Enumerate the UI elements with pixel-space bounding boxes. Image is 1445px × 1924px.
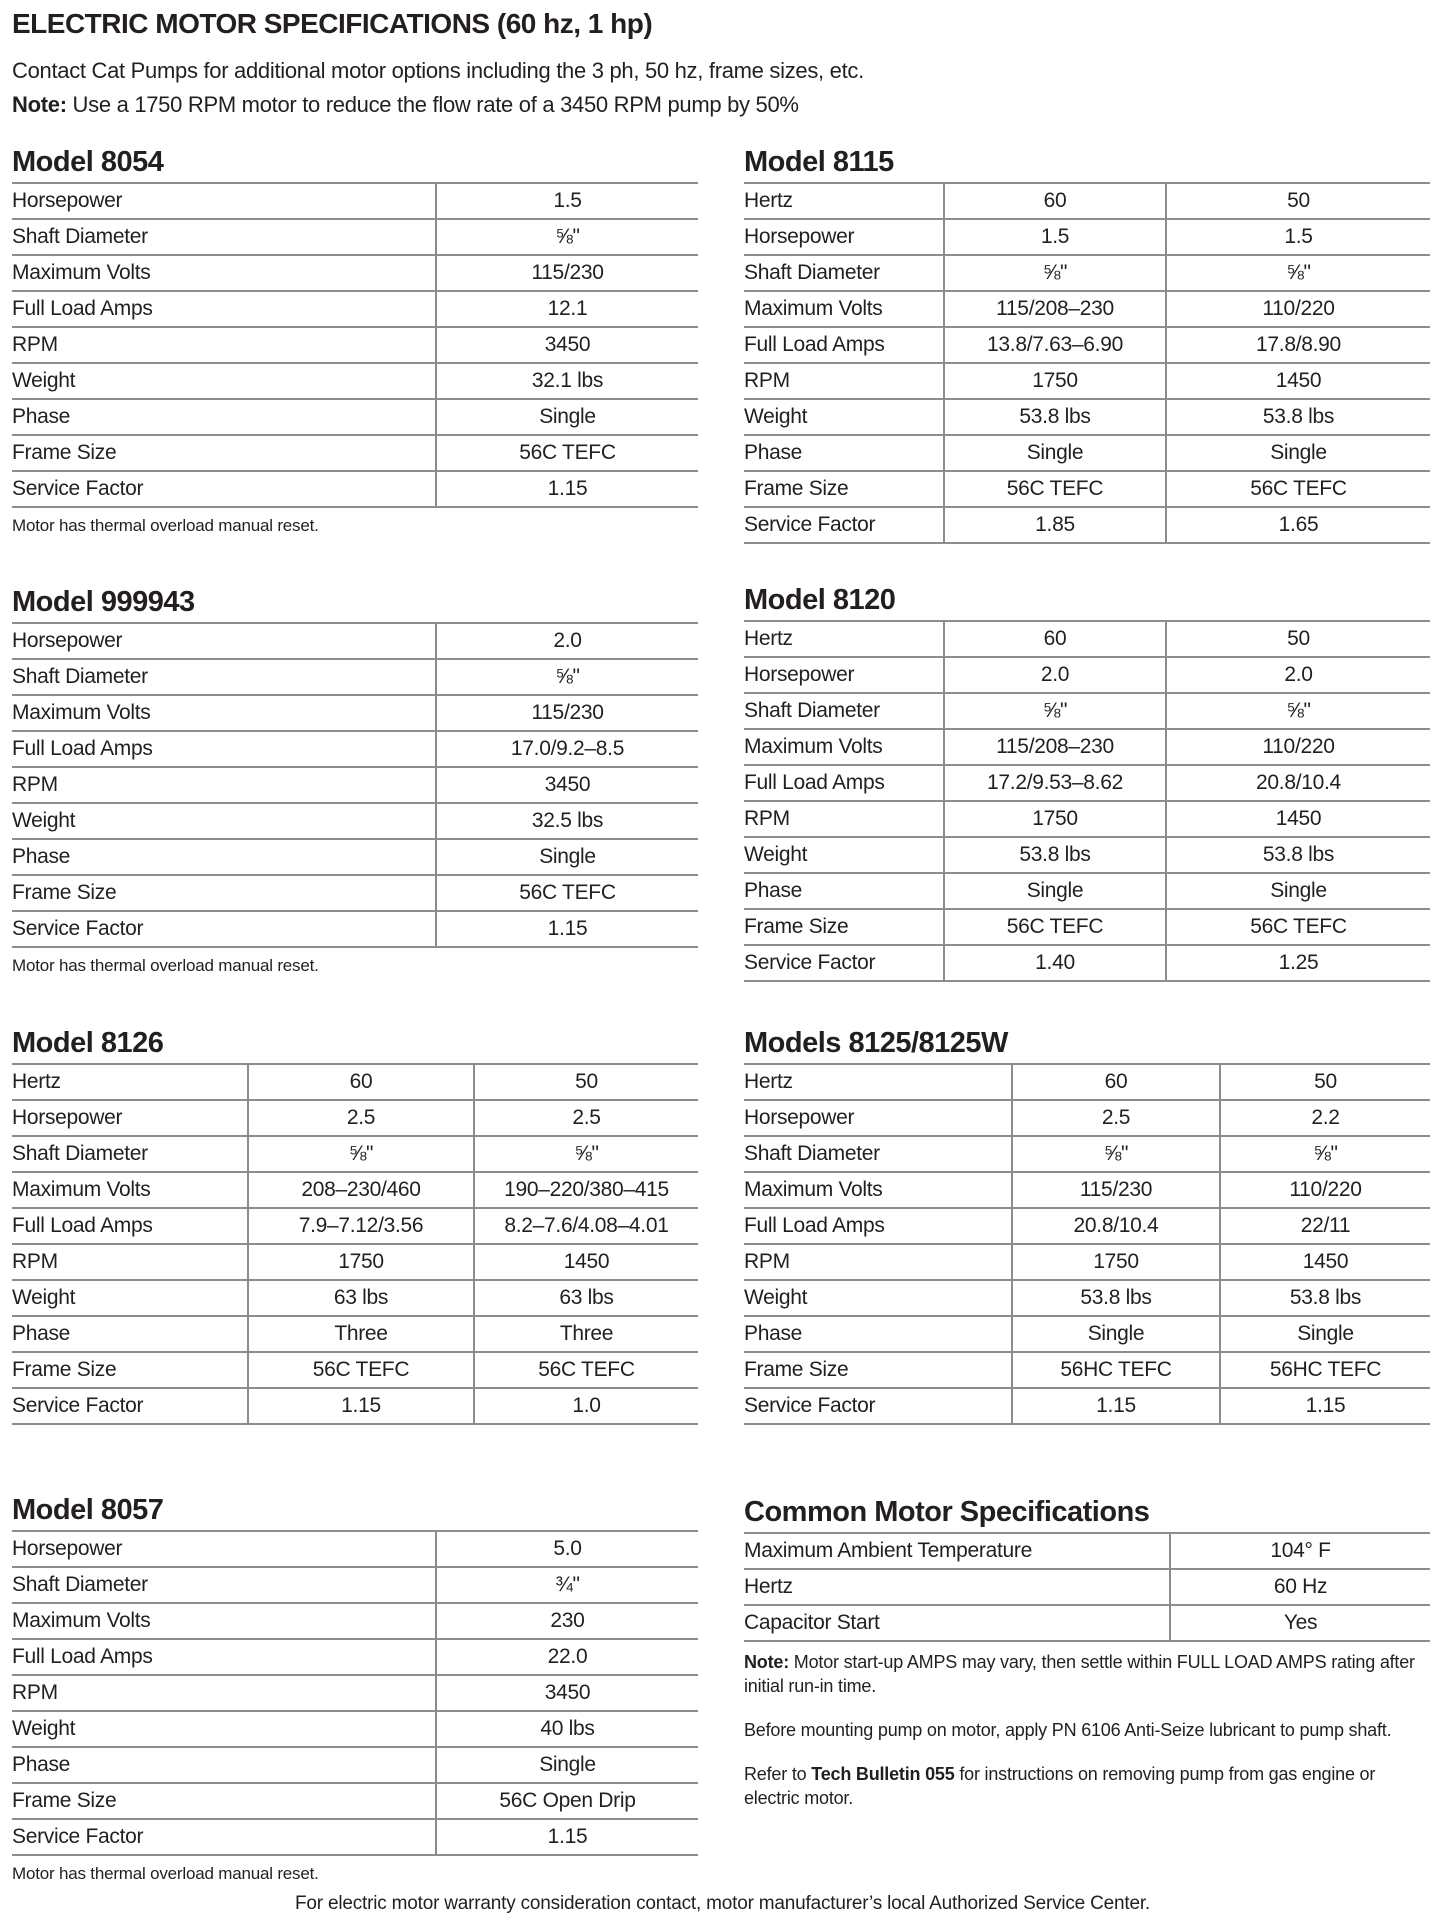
spec-label: Hertz — [744, 621, 944, 657]
spec-row — [744, 255, 1430, 291]
spec-value: 1750 — [944, 801, 1166, 837]
refer-post: for instructions on removing pump from gas engine or electric motor. — [744, 1764, 1376, 1808]
spec-value: Three — [474, 1316, 698, 1352]
note-label: Note: — [744, 1652, 789, 1672]
spec-value: Yes — [1170, 1605, 1430, 1641]
spec-row — [12, 1280, 698, 1316]
spec-value: ⅝" — [1012, 1136, 1220, 1172]
spec-label: Frame Size — [744, 471, 944, 507]
spec-value: 56HC TEFC — [1012, 1352, 1220, 1388]
spec-value: 1.15 — [1220, 1388, 1430, 1424]
spec-label: Full Load Amps — [12, 1208, 248, 1244]
spec-value: 2.5 — [474, 1100, 698, 1136]
spec-label: Phase — [12, 1316, 248, 1352]
spec-row — [744, 1172, 1430, 1208]
spec-row — [744, 399, 1430, 435]
spec-value: 1750 — [1012, 1244, 1220, 1280]
spec-value: 12.1 — [436, 291, 698, 327]
spec-value: 56HC TEFC — [1220, 1352, 1430, 1388]
spec-label: Shaft Diameter — [12, 1567, 436, 1603]
model-title: Model 8057 — [12, 1494, 164, 1526]
spec-value: Single — [1012, 1316, 1220, 1352]
spec-row — [744, 1605, 1430, 1641]
spec-value: 2.2 — [1220, 1100, 1430, 1136]
spec-label: Maximum Volts — [744, 291, 944, 327]
spec-row — [12, 659, 698, 695]
spec-value: 50 — [474, 1064, 698, 1100]
spec-value: 56C TEFC — [248, 1352, 474, 1388]
spec-value: 110/220 — [1166, 729, 1430, 765]
spec-value: 56C TEFC — [944, 471, 1166, 507]
spec-value: ⅝" — [436, 219, 698, 255]
spec-label: Service Factor — [744, 945, 944, 981]
spec-label: Full Load Amps — [12, 1639, 436, 1675]
spec-label: Hertz — [744, 1064, 1012, 1100]
spec-row — [12, 399, 698, 435]
spec-label: Service Factor — [12, 471, 436, 507]
spec-row — [12, 875, 698, 911]
spec-label: Shaft Diameter — [744, 693, 944, 729]
spec-value: 40 lbs — [436, 1711, 698, 1747]
spec-value: 56C TEFC — [944, 909, 1166, 945]
spec-row — [12, 255, 698, 291]
spec-label: Maximum Volts — [744, 729, 944, 765]
spec-value: ¾" — [436, 1567, 698, 1603]
spec-label: Horsepower — [744, 657, 944, 693]
spec-label: Horsepower — [12, 1100, 248, 1136]
spec-row — [12, 911, 698, 947]
spec-value: 1.15 — [436, 1819, 698, 1855]
startup-amps-note — [744, 1650, 1430, 1698]
spec-label: Shaft Diameter — [744, 1136, 1012, 1172]
spec-row — [744, 909, 1430, 945]
spec-label: Weight — [12, 363, 436, 399]
spec-value: 22/11 — [1220, 1208, 1430, 1244]
spec-value: ⅝" — [944, 693, 1166, 729]
spec-value: 115/230 — [1012, 1172, 1220, 1208]
note-text: Motor start-up AMPS may vary, then settle within FULL LOAD AMPS rating after initial run-in time. — [744, 1652, 1415, 1696]
spec-value: 1.15 — [248, 1388, 474, 1424]
spec-row — [12, 1316, 698, 1352]
spec-row — [744, 1352, 1430, 1388]
spec-row — [744, 327, 1430, 363]
spec-row — [12, 767, 698, 803]
model-title: Model 8120 — [744, 584, 896, 616]
spec-value: 115/208–230 — [944, 729, 1166, 765]
spec-label: RPM — [744, 801, 944, 837]
mounting-note: Before mounting pump on motor, apply PN 6106 Anti-Seize lubricant to pump shaft. — [744, 1720, 1392, 1740]
spec-value: Single — [436, 1747, 698, 1783]
spec-row — [744, 219, 1430, 255]
spec-value: 63 lbs — [248, 1280, 474, 1316]
spec-label: RPM — [12, 1244, 248, 1280]
spec-row — [744, 693, 1430, 729]
spec-row — [12, 1388, 698, 1424]
spec-label: Horsepower — [744, 219, 944, 255]
spec-value: 1750 — [248, 1244, 474, 1280]
spec-label: Horsepower — [12, 623, 436, 659]
spec-value: ⅝" — [1166, 255, 1430, 291]
spec-value: Single — [944, 873, 1166, 909]
spec-label: RPM — [12, 327, 436, 363]
spec-value: ⅝" — [1220, 1136, 1430, 1172]
spec-value: 1450 — [1220, 1244, 1430, 1280]
spec-value: 115/230 — [436, 695, 698, 731]
tech-bulletin-link[interactable]: Tech Bulletin 055 — [811, 1764, 955, 1784]
spec-label: Phase — [12, 399, 436, 435]
spec-label: Service Factor — [12, 911, 436, 947]
spec-value: 53.8 lbs — [1166, 837, 1430, 873]
spec-label: Frame Size — [744, 1352, 1012, 1388]
spec-label: Full Load Amps — [744, 327, 944, 363]
spec-label: Full Load Amps — [12, 291, 436, 327]
spec-value: 60 — [944, 183, 1166, 219]
spec-row — [12, 219, 698, 255]
spec-row — [744, 1244, 1430, 1280]
spec-label: Shaft Diameter — [12, 1136, 248, 1172]
spec-row — [744, 765, 1430, 801]
spec-row — [744, 1316, 1430, 1352]
spec-value: 20.8/10.4 — [1012, 1208, 1220, 1244]
spec-label: Full Load Amps — [744, 1208, 1012, 1244]
spec-label: Horsepower — [12, 183, 436, 219]
spec-row — [12, 1208, 698, 1244]
spec-label: Maximum Volts — [12, 1603, 436, 1639]
spec-row — [12, 183, 698, 219]
spec-row — [12, 803, 698, 839]
spec-label: Shaft Diameter — [744, 255, 944, 291]
spec-table — [12, 1530, 698, 1856]
spec-label: Phase — [12, 839, 436, 875]
spec-row — [12, 435, 698, 471]
spec-label: Maximum Ambient Temperature — [744, 1533, 1170, 1569]
spec-label: Hertz — [744, 1569, 1170, 1605]
spec-value: 1.5 — [436, 183, 698, 219]
spec-value: 50 — [1166, 183, 1430, 219]
spec-value: 1.5 — [944, 219, 1166, 255]
spec-label: RPM — [744, 363, 944, 399]
spec-row — [12, 1531, 698, 1567]
spec-row — [744, 1208, 1430, 1244]
spec-row — [12, 1783, 698, 1819]
thermal-note: Motor has thermal overload manual reset. — [12, 956, 319, 975]
spec-value: 60 Hz — [1170, 1569, 1430, 1605]
spec-value: 56C TEFC — [1166, 909, 1430, 945]
spec-value: 1450 — [1166, 801, 1430, 837]
spec-value: ⅝" — [436, 659, 698, 695]
model-title: Model 8126 — [12, 1027, 164, 1059]
spec-value: 1.0 — [474, 1388, 698, 1424]
spec-row — [12, 1675, 698, 1711]
spec-table — [744, 620, 1430, 982]
spec-value: ⅝" — [474, 1136, 698, 1172]
spec-row — [12, 1352, 698, 1388]
note-label: Note: — [12, 92, 67, 117]
spec-value: Single — [436, 399, 698, 435]
spec-value: 1.15 — [436, 911, 698, 947]
spec-row — [744, 1569, 1430, 1605]
spec-value: Single — [1166, 435, 1430, 471]
spec-value: Single — [436, 839, 698, 875]
spec-label: Maximum Volts — [12, 1172, 248, 1208]
spec-label: Weight — [744, 1280, 1012, 1316]
spec-value: Single — [944, 435, 1166, 471]
spec-value: 115/230 — [436, 255, 698, 291]
spec-row — [744, 657, 1430, 693]
intro-note — [12, 92, 799, 118]
spec-value: 7.9–7.12/3.56 — [248, 1208, 474, 1244]
spec-row — [12, 695, 698, 731]
page-title: ELECTRIC MOTOR SPECIFICATIONS (60 hz, 1 hp) — [12, 8, 653, 39]
spec-label: Service Factor — [744, 507, 944, 543]
spec-label: Weight — [744, 837, 944, 873]
spec-value: 20.8/10.4 — [1166, 765, 1430, 801]
spec-value: 208–230/460 — [248, 1172, 474, 1208]
spec-value: 1.85 — [944, 507, 1166, 543]
spec-label: RPM — [12, 767, 436, 803]
spec-value: 1.15 — [1012, 1388, 1220, 1424]
refer-pre: Refer to — [744, 1764, 812, 1784]
spec-row — [744, 291, 1430, 327]
model-8054-section — [12, 142, 698, 536]
spec-value: 56C TEFC — [474, 1352, 698, 1388]
spec-value: 13.8/7.63–6.90 — [944, 327, 1166, 363]
spec-row — [744, 801, 1430, 837]
spec-row — [12, 1711, 698, 1747]
spec-value: 60 — [944, 621, 1166, 657]
spec-value: 60 — [248, 1064, 474, 1100]
spec-row — [12, 1136, 698, 1172]
spec-value: 110/220 — [1166, 291, 1430, 327]
spec-label: Phase — [744, 1316, 1012, 1352]
spec-value: 50 — [1220, 1064, 1430, 1100]
spec-table — [12, 622, 698, 948]
spec-label: Phase — [12, 1747, 436, 1783]
spec-row — [12, 623, 698, 659]
spec-row — [12, 471, 698, 507]
spec-value: 3450 — [436, 1675, 698, 1711]
spec-label: Phase — [744, 435, 944, 471]
spec-row — [12, 1819, 698, 1855]
spec-value: 53.8 lbs — [1166, 399, 1430, 435]
spec-label: Service Factor — [12, 1819, 436, 1855]
spec-label: Frame Size — [12, 435, 436, 471]
spec-label: Horsepower — [12, 1531, 436, 1567]
spec-row — [12, 291, 698, 327]
model-8115-section — [744, 142, 1430, 544]
model-title: Model 8054 — [12, 146, 164, 178]
spec-label: Hertz — [12, 1064, 248, 1100]
model-title: Model 999943 — [12, 586, 195, 618]
spec-row — [744, 471, 1430, 507]
spec-label: Weight — [12, 1280, 248, 1316]
spec-value: Single — [1166, 873, 1430, 909]
spec-value: 53.8 lbs — [944, 399, 1166, 435]
spec-label: Weight — [12, 803, 436, 839]
spec-value: 1.40 — [944, 945, 1166, 981]
spec-label: Capacitor Start — [744, 1605, 1170, 1641]
spec-table — [744, 182, 1430, 544]
model-999943-section — [12, 582, 698, 976]
spec-value: Three — [248, 1316, 474, 1352]
spec-value: 32.5 lbs — [436, 803, 698, 839]
spec-value: 56C TEFC — [1166, 471, 1430, 507]
spec-value: 53.8 lbs — [1220, 1280, 1430, 1316]
spec-value: 56C TEFC — [436, 435, 698, 471]
spec-value: 104° F — [1170, 1533, 1430, 1569]
spec-value: 53.8 lbs — [944, 837, 1166, 873]
spec-value: 1450 — [1166, 363, 1430, 399]
spec-row — [744, 363, 1430, 399]
spec-value: 63 lbs — [474, 1280, 698, 1316]
spec-value: 32.1 lbs — [436, 363, 698, 399]
spec-value: 50 — [1166, 621, 1430, 657]
spec-value: 2.0 — [1166, 657, 1430, 693]
spec-label: Phase — [744, 873, 944, 909]
spec-label: RPM — [12, 1675, 436, 1711]
spec-table — [744, 1063, 1430, 1425]
spec-row — [744, 621, 1430, 657]
spec-value: 2.5 — [1012, 1100, 1220, 1136]
thermal-note: Motor has thermal overload manual reset. — [12, 1864, 319, 1883]
spec-value: 1.65 — [1166, 507, 1430, 543]
spec-row — [12, 1639, 698, 1675]
spec-row — [12, 839, 698, 875]
footer-text: For electric motor warranty consideration contact, motor manufacturer’s local Authorized Service Center. — [295, 1893, 1150, 1914]
spec-value: 110/220 — [1220, 1172, 1430, 1208]
spec-value: 230 — [436, 1603, 698, 1639]
spec-value: 8.2–7.6/4.08–4.01 — [474, 1208, 698, 1244]
common-notes — [744, 1650, 1430, 1810]
spec-value: 3450 — [436, 327, 698, 363]
spec-row — [12, 731, 698, 767]
note-text: Use a 1750 RPM motor to reduce the flow rate of a 3450 RPM pump by 50% — [66, 92, 799, 117]
spec-value: ⅝" — [944, 255, 1166, 291]
spec-label: Maximum Volts — [744, 1172, 1012, 1208]
spec-label: Maximum Volts — [12, 255, 436, 291]
spec-value: 1.5 — [1166, 219, 1430, 255]
spec-value: 1450 — [474, 1244, 698, 1280]
spec-value: 60 — [1012, 1064, 1220, 1100]
spec-value: 2.0 — [944, 657, 1166, 693]
spec-table — [12, 182, 698, 508]
spec-label: Shaft Diameter — [12, 219, 436, 255]
spec-value: 53.8 lbs — [1012, 1280, 1220, 1316]
spec-value: 17.8/8.90 — [1166, 327, 1430, 363]
spec-value: 5.0 — [436, 1531, 698, 1567]
spec-label: Horsepower — [744, 1100, 1012, 1136]
model-title: Model 8115 — [744, 146, 894, 178]
spec-row — [12, 1567, 698, 1603]
spec-row — [744, 435, 1430, 471]
spec-label: Weight — [12, 1711, 436, 1747]
spec-value: 22.0 — [436, 1639, 698, 1675]
model-8125-section — [744, 1023, 1430, 1425]
spec-row — [744, 183, 1430, 219]
spec-row — [744, 1533, 1430, 1569]
spec-value: 1.15 — [436, 471, 698, 507]
spec-value: 1750 — [944, 363, 1166, 399]
model-8057-section — [12, 1490, 698, 1884]
spec-label: Frame Size — [12, 875, 436, 911]
spec-label: Weight — [744, 399, 944, 435]
spec-row — [744, 873, 1430, 909]
spec-value: 2.0 — [436, 623, 698, 659]
spec-row — [744, 729, 1430, 765]
spec-label: Full Load Amps — [12, 731, 436, 767]
spec-label: Frame Size — [744, 909, 944, 945]
spec-value: 2.5 — [248, 1100, 474, 1136]
spec-label: Hertz — [744, 183, 944, 219]
spec-value: 190–220/380–415 — [474, 1172, 698, 1208]
model-8120-section — [744, 580, 1430, 982]
spec-row — [12, 1172, 698, 1208]
spec-value: 56C Open Drip — [436, 1783, 698, 1819]
spec-row — [744, 1100, 1430, 1136]
spec-row — [744, 1136, 1430, 1172]
spec-value: 17.2/9.53–8.62 — [944, 765, 1166, 801]
spec-value: 1.25 — [1166, 945, 1430, 981]
spec-value: 3450 — [436, 767, 698, 803]
spec-label: RPM — [744, 1244, 1012, 1280]
spec-value: 17.0/9.2–8.5 — [436, 731, 698, 767]
spec-row — [12, 1603, 698, 1639]
spec-row — [12, 363, 698, 399]
spec-label: Frame Size — [12, 1783, 436, 1819]
model-8126-section — [12, 1023, 698, 1425]
spec-label: Frame Size — [12, 1352, 248, 1388]
spec-row — [744, 1064, 1430, 1100]
model-title: Models 8125/8125W — [744, 1027, 1008, 1059]
spec-row — [12, 1100, 698, 1136]
spec-row — [744, 507, 1430, 543]
spec-row — [744, 1388, 1430, 1424]
spec-row — [744, 837, 1430, 873]
spec-label: Service Factor — [12, 1388, 248, 1424]
common-spec-table — [744, 1532, 1430, 1642]
spec-row — [744, 1280, 1430, 1316]
spec-value: ⅝" — [1166, 693, 1430, 729]
refer-note — [744, 1762, 1430, 1810]
intro-contact-text: Contact Cat Pumps for additional motor options including the 3 ph, 50 hz, frame sizes, etc. — [12, 58, 864, 83]
spec-row — [12, 1244, 698, 1280]
spec-label: Shaft Diameter — [12, 659, 436, 695]
spec-value: 56C TEFC — [436, 875, 698, 911]
spec-row — [744, 945, 1430, 981]
spec-value: Single — [1220, 1316, 1430, 1352]
spec-row — [12, 1747, 698, 1783]
common-specs-section — [744, 1492, 1430, 1830]
spec-table — [12, 1063, 698, 1425]
spec-label: Full Load Amps — [744, 765, 944, 801]
spec-value: 115/208–230 — [944, 291, 1166, 327]
spec-label: Maximum Volts — [12, 695, 436, 731]
spec-row — [12, 1064, 698, 1100]
spec-label: Service Factor — [744, 1388, 1012, 1424]
thermal-note: Motor has thermal overload manual reset. — [12, 516, 319, 535]
spec-value: ⅝" — [248, 1136, 474, 1172]
common-specs-title: Common Motor Specifications — [744, 1496, 1150, 1528]
spec-row — [12, 327, 698, 363]
